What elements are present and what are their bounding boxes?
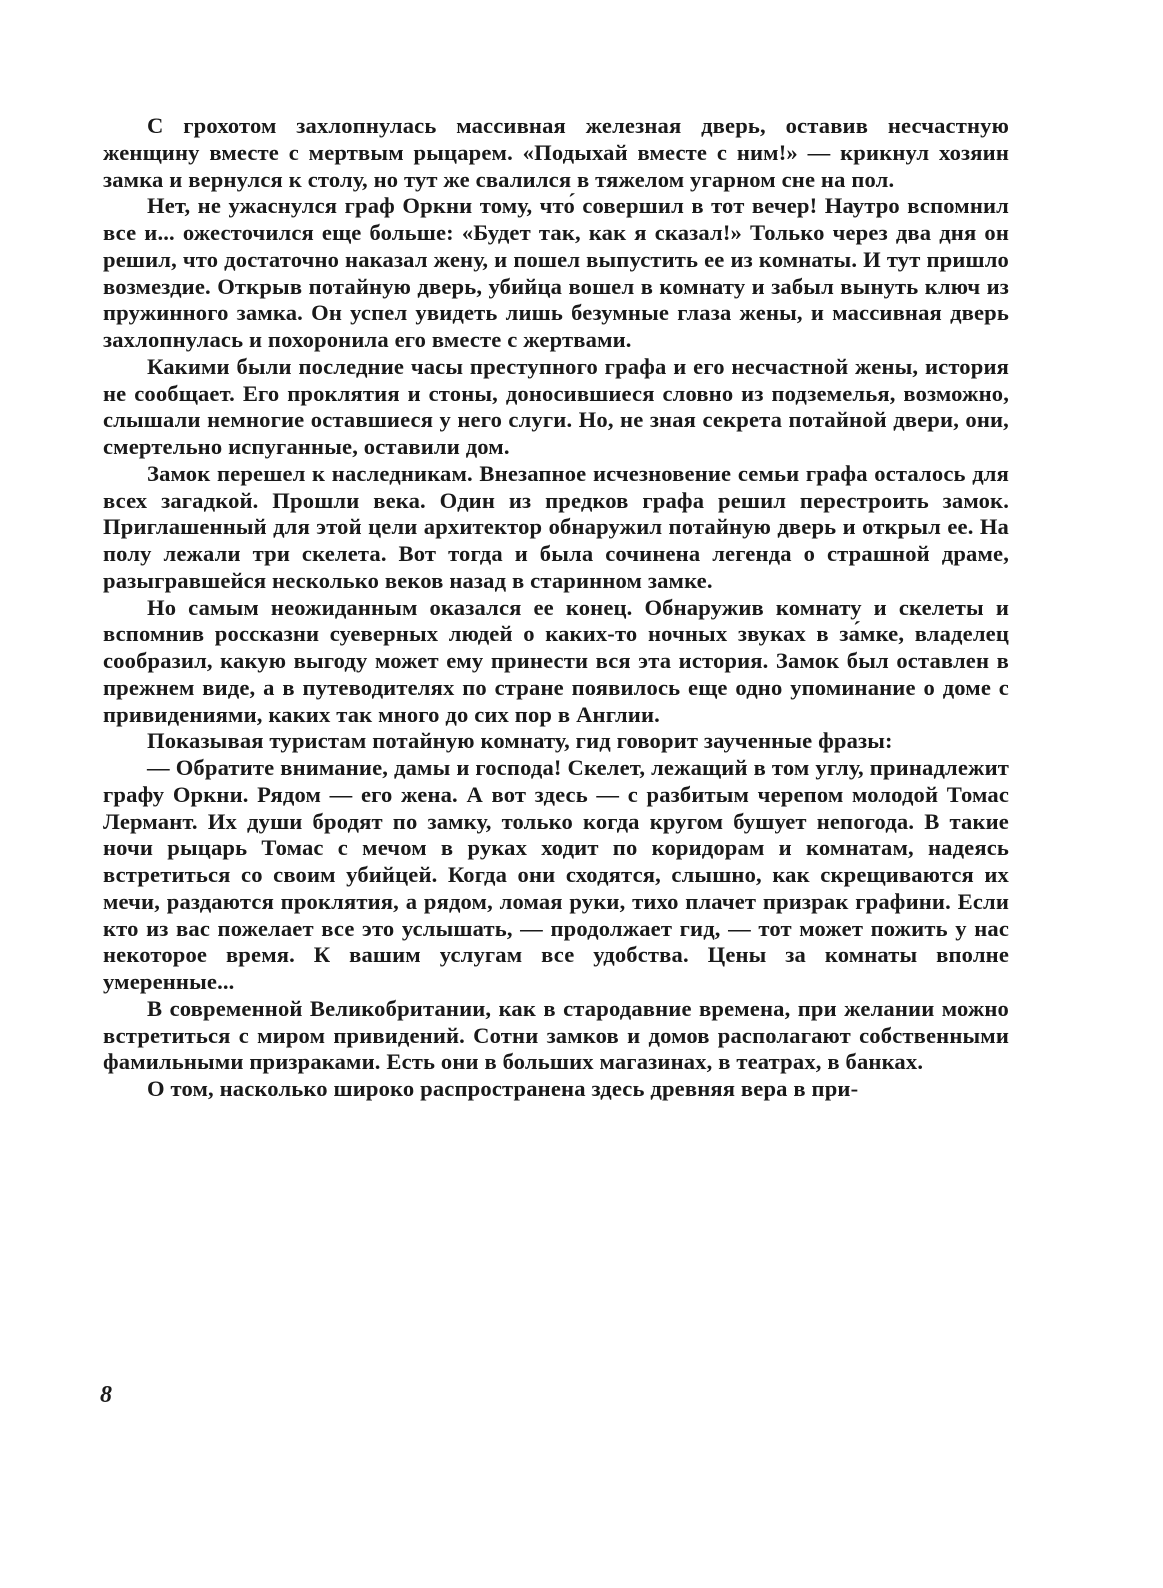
- paragraph-7-dialogue: — Обратите внимание, дамы и господа! Скелет, лежащий в том углу, принадлежит графу Оркни. Рядом — его жена. А вот здесь — с разбитым черепом молодой Томас Лермант. Их души бродят по замку, только когда кругом бушует непогода. В такие ночи рыцарь Томас с мечом в руках ходит по коридорам и комнатам, надеясь встретиться со своим убийцей. Когда они сходятся, слышно, как скрещиваются их мечи, раздаются проклятия, а рядом, ломая руки, тихо плачет призрак графини. Если кто из вас пожелает все это услышать, — продолжает гид, — тот может пожить у нас некоторое время. К вашим услугам все удобства. Цены за комнаты вполне умеренные...: [103, 755, 1009, 994]
- paragraph-4: Замок перешел к наследникам. Внезапное исчезновение семьи графа осталось для всех загадкой. Прошли века. Один из предков графа решил перестроить замок. Приглашенный для этой цели архитектор обнаружил потайную дверь и открыл ее. На полу лежали три скелета. Вот тогда и была сочинена легенда о страшной драме, разыгравшейся несколько веков назад в старинном замке.: [103, 460, 1009, 593]
- paragraph-2: Нет, не ужаснулся граф Оркни тому, что́ совершил в тот вечер! Наутро вспомнил все и... ожесточился еще больше: «Будет так, как я сказал!» Только через два дня он решил, что достаточно наказал жену, и пошел выпустить ее из комнаты. И тут пришло возмездие. Открыв потайную дверь, убийца вошел в комнату и забыл вынуть ключ из пружинного замка. Он успел увидеть лишь безумные глаза жены, и массивная дверь захлопнулась и похоронила его вместе с жертвами.: [103, 193, 1009, 352]
- body-text: [103, 113, 1009, 1103]
- paragraph-9: О том, насколько широко распространена здесь древняя вера в при-: [147, 1076, 859, 1101]
- paragraph-1: С грохотом захлопнулась массивная железная дверь, оставив несчастную женщину вместе с мертвым рыцарем. «Подыхай вместе с ним!» — крикнул хозяин замка и вернулся к столу, но тут же свалился в тяжелом угарном сне на пол.: [103, 113, 1009, 192]
- paragraph-3: Какими были последние часы преступного графа и его несчастной жены, история не сообщает. Его проклятия и стоны, доносившиеся словно из подземелья, возможно, слышали немногие оставшиеся у него слуги. Но, не зная секрета потайной двери, они, смертельно испуганные, оставили дом.: [103, 353, 1009, 459]
- page-number: 8: [100, 1382, 112, 1408]
- paragraph-8: В современной Великобритании, как в стародавние времена, при желании можно встретиться с миром привидений. Сотни замков и домов располагают собственными фамильными призраками. Есть они в больших магазинах, в театрах, в банках.: [103, 995, 1009, 1075]
- paragraph-5: Но самым неожиданным оказался ее конец. Обнаружив комнату и скелеты и вспомнив россказни суеверных людей о каких-то ночных звуках в за́мке, владелец сообразил, какую выгоду может ему принести вся эта история. Замок был оставлен в прежнем виде, а в путеводителях по стране появилось еще одно упоминание о доме с привидениями, каких так много до сих пор в Англии.: [103, 594, 1009, 727]
- paragraph-6: Показывая туристам потайную комнату, гид говорит заученные фразы:: [147, 728, 893, 754]
